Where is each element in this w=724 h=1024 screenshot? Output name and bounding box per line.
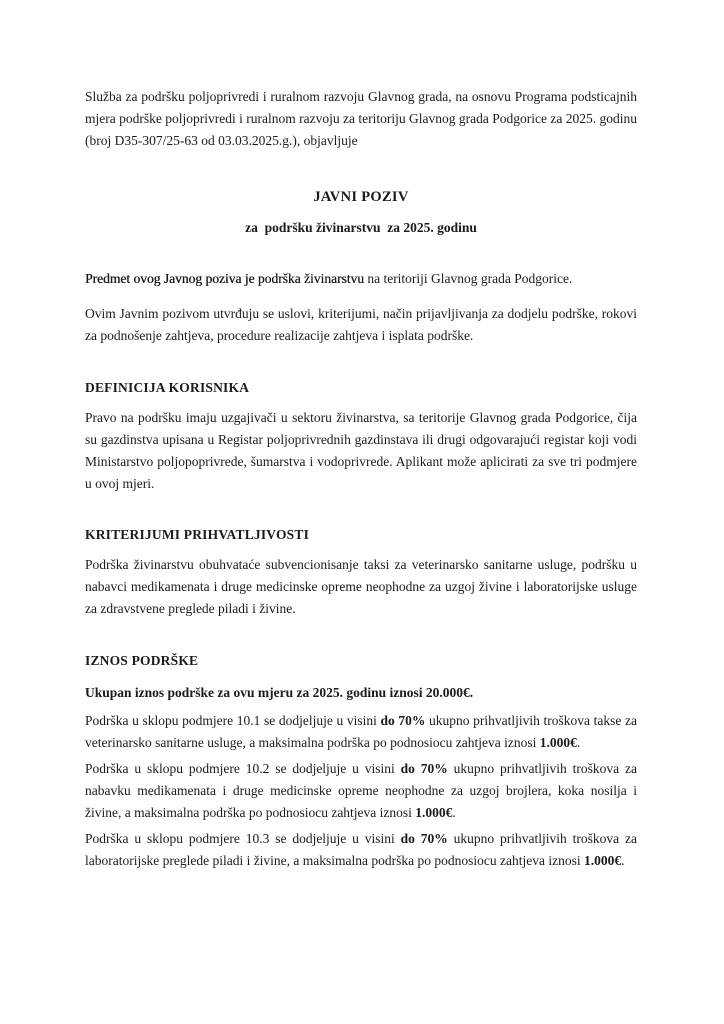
podmjera-10-3-text: Podrška u sklopu podmjere 10.3 se dodjeljuje u visini [85, 831, 401, 846]
podmjera-10-2-period: . [452, 805, 456, 820]
podmjera-10-3-amount: 1.000€ [583, 853, 622, 868]
podmjera-10-3-percent: do 70% [400, 831, 448, 846]
podmjera-10-1-amount: 1.000€ [539, 735, 577, 750]
podmjera-10-1-text-2: ukupno prihvatljivih troškova takse za veterinarsko sanitarne usluge, a maksimalna podrška po podnosiocu zahtjeva iznosi [85, 713, 637, 750]
total-amount-line: Ukupan iznos podrške za ovu mjeru za 2025. godinu iznosi 20.000€. [85, 685, 474, 700]
podmjera-10-3-paragraph [85, 828, 637, 872]
podmjera-10-2-text-2: ukupno prihvatljivih troškova za nabavku medikamenata i druge medicinske opreme neophodne za uzgoj brojlera, koka nosilja i živine, a maksimalna podrška po podnosiocu zahtjeva iznosi [85, 761, 638, 820]
podmjera-10-2-amount: 1.000€ [415, 805, 453, 820]
section-heading-iznos-podrske: IZNOS PODRŠKE [85, 653, 199, 668]
document-title: JAVNI POZIV [313, 189, 409, 205]
podmjera-10-2-text: Podrška u sklopu podmjere 10.2 se dodjeljuje u visini [85, 761, 401, 776]
definicija-korisnika-body: Pravo na podršku imaju uzgajivači u sektoru živinarstva, sa teritorije Glavnog grada Podgorice, čija su gazdinstva upisana u Registar poljoprivrednih gazdinstava ili drugi odgovarajući registar koji vodi Ministarstvo poljopoprivrede, šumarstva i vodoprivrede. Aplikant može aplicirati za sve tri podmjere u ovoj mjeri. [85, 410, 637, 491]
subject-paragraph [85, 268, 637, 290]
conditions-paragraph: Ovim Javnim pozivom utvrđuju se uslovi, kriterijumi, način prijavljivanja za dodjelu podrške, rokovi za podnošenje zahtjeva, procedure realizacije zahtjeva i isplata podrške. [85, 306, 637, 343]
section-heading-definicija-korisnika: DEFINICIJA KORISNIKA [85, 380, 250, 395]
subject-rest-text: na teritoriji Glavnog grada Podgorice. [363, 271, 573, 286]
podmjera-10-1-percent: do 70% [380, 713, 426, 728]
podmjera-10-3-text-2: ukupno prihvatljivih troškova za laboratorijske preglede piladi i živine, a maksimalna podrška po podnosiocu zahtjeva iznosi [85, 831, 638, 868]
kriterijumi-prihvatljivosti-body: Podrška živinarstvu obuhvataće subvencionisanje taksi za veterinarsko sanitarne usluge, podršku u nabavci medikamenata i druge medicinske opreme neophodne za uzgoj živine i laboratorijske usluge za zdravstvene preglede piladi i živine. [85, 557, 637, 616]
podmjera-10-1-paragraph [85, 710, 637, 754]
podmjera-10-1-text: Podrška u sklopu podmjere 10.1 se dodjeljuje u visini [85, 713, 381, 728]
subject-lead-text: Predmet ovog Javnog poziva je podrška živinarstvu [85, 271, 364, 286]
section-heading-kriterijumi-prihvatljivosti: KRITERIJUMI PRIHVATLJIVOSTI [85, 527, 310, 542]
intro-paragraph: Služba za podršku poljoprivredi i ruralnom razvoju Glavnog grada, na osnovu Programa podsticajnih mjera podrške poljoprivredi i ruralnom razvoju za teritoriju Glavnog grada Podgorice za 2025. godinu (broj D35-307/25-63 od 03.03.2025.g.), objavljuje [85, 89, 637, 148]
podmjera-10-2-percent: do 70% [400, 761, 448, 776]
document-subtitle: za podršku živinarstvu za 2025. godinu [245, 220, 477, 235]
podmjera-10-2-paragraph [85, 758, 637, 824]
podmjera-10-3-period: . [621, 853, 625, 868]
podmjera-10-1-period: . [576, 735, 581, 750]
